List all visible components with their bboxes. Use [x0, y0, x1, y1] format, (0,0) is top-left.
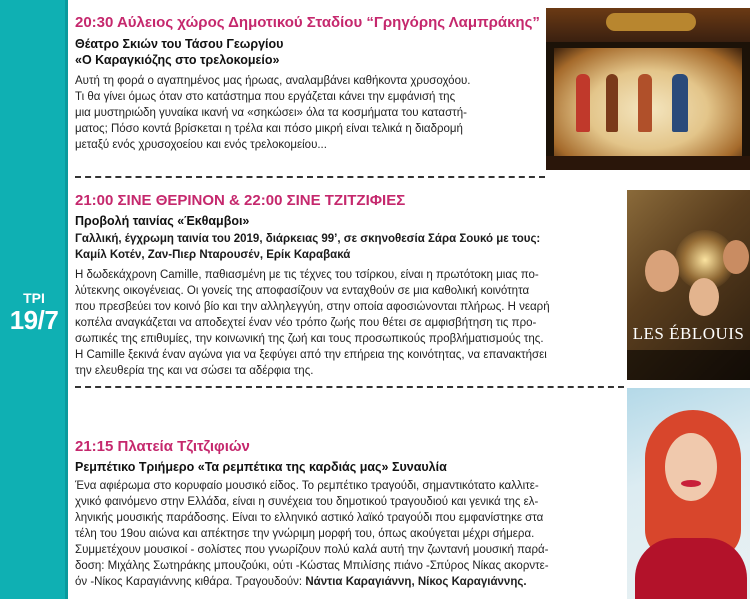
shadow-screen — [554, 48, 742, 160]
event-subtitle: Προβολή ταινίας «Έκθαμβοι» — [75, 214, 250, 228]
text-line: Αυτή τη φορά ο αγαπημένος μας ήρωας, αναλαμβάνει καθήκοντα χρυσοχόου. — [75, 75, 471, 87]
singers-names: Νάντια Καραγιάννη, Νίκος Καραγιάννης. — [305, 576, 527, 588]
event-subtitle: Θέατρο Σκιών του Τάσου Γεωργίου — [75, 37, 284, 51]
event-title: 21:15 Πλατεία Τζιτζιφιών — [75, 438, 250, 455]
text-line: Καμίλ Κοτέν, Ζαν-Πιερ Νταρουσέν, Ερίκ Καραβακά — [75, 249, 351, 261]
date-block — [0, 290, 68, 334]
puppet-figure — [638, 74, 652, 132]
event-rebetiko-concert — [75, 438, 622, 590]
day-date: 19/7 — [9, 305, 59, 335]
date-sidebar — [0, 0, 68, 599]
day-label: ΤΡΙ — [23, 290, 45, 306]
text-line: Γαλλική, έγχρωμη ταινία του 2019, διάρκειας 99’, σε σκηνοθεσία Σάρα Σουκό με τους: — [75, 233, 541, 245]
shadow-theatre-photo — [546, 8, 750, 170]
text-line: Η δωδεκάχρονη Camille, παθιασμένη με τις τέχνες του τσίρκου, είναι η πρωτότοκη μιας πο- — [75, 269, 539, 281]
event-description — [75, 478, 622, 590]
text-line: κοπέλα αναγκάζεται να αποδεχτεί έναν νέο τρόπο ζωής που θέτει σε αμφισβήτηση τις προ- — [75, 317, 537, 329]
text-line — [75, 574, 622, 590]
event-title: 20:30 Αύλειος χώρος Δημοτικού Σταδίου “Γρηγόρης Λαμπράκης” — [75, 14, 540, 31]
section-divider — [75, 176, 545, 178]
poster-credits-band — [627, 350, 750, 380]
text-line: Συμμετέχουν μουσικοί - σολίστες που γνωρίζουν πολύ καλά αυτή την ζωντανή μουσική παρά- — [75, 544, 549, 556]
text-line: την ελευθερία της και να σώσει τα αδέρφια της. — [75, 365, 314, 377]
text-line: σωπικές της επιθυμίες, την κοινωνική της ζωή και τους προσωπικούς προβλήματισμούς της. — [75, 333, 544, 345]
text-line: Ένα αφιέρωμα στο κορυφαίο μουσικό είδος. Το ρεμπέτικο τραγούδι, σημαντικότατο καλλιτε- — [75, 480, 539, 492]
event-description — [75, 267, 622, 379]
event-shadow-theatre — [75, 14, 541, 153]
theatre-sign-logo — [606, 13, 696, 31]
text-line: που πρεσβεύει τον κοινό βίο και την αλληλεγγύη, στην οποία αφοσιώνονται πλήρως. Η νεαρή — [75, 301, 550, 313]
performers-intro: όν -Νίκος Καραγιάννης κιθάρα. Τραγουδούν: — [75, 576, 306, 588]
text-line: Τι θα γίνει όμως όταν στο κατάστημα που εργάζεται κάνει την εμφάνισή της — [75, 91, 456, 103]
text-line: τέλη του 19ου αιώνα και απέκτησε την γνώριμη μορφή του, όπως ακούγεται μέχρι σήμερα. — [75, 528, 535, 540]
singer-dress — [635, 538, 747, 599]
event-description — [75, 73, 541, 153]
poster-title: LES ÉBLOUIS — [632, 324, 745, 343]
text-line: μεταξύ ενός χρυσοχοείου και ενός τρελοκομείου... — [75, 139, 327, 151]
event-subtitle: Ρεμπέτικο Τριήμερο «Τα ρεμπέτικα της καρδιάς μας» Συναυλία — [75, 460, 447, 474]
text-line: ληνικής μουσικής παράδοσης. Είναι το ελληνικό αστικό λαϊκό τραγούδι που εμφανίστηκε στα — [75, 512, 544, 524]
section-divider — [75, 386, 624, 388]
text-line: δοση: Μιχάλης Σωτηράκης μπουζούκι, ούτι -Κώστας Μπιλίσης πιάνο -Σπύρος Νίκας ακορντε- — [75, 560, 549, 572]
event-subtitle: «Ο Καραγκιόζης στο τρελοκομείο» — [75, 53, 280, 67]
film-credits — [75, 231, 622, 263]
singer-lips — [681, 480, 701, 487]
puppet-figure — [606, 74, 618, 132]
event-title: 21:00 ΣΙΝΕ ΘΕΡΙΝΟΝ & 22:00 ΣΙΝΕ ΤΖΙΤΖΙΦΙΕΣ — [75, 192, 406, 209]
actor-face — [689, 278, 719, 316]
text-line: χνικό φαινόμενο στην Ελλάδα, είναι η συνέχεια του δημοτικού τραγουδιού και γενικά της ελ- — [75, 496, 539, 508]
singer-face — [665, 433, 717, 501]
event-film-screening — [75, 192, 622, 379]
text-line: μια μυστηριώδη γυναίκα ικανή να «σηκώσει» όλα τα κοσμήματα του καταστή- — [75, 107, 467, 119]
puppet-figure — [576, 74, 590, 132]
film-poster — [627, 190, 750, 380]
text-line: λύτεκνης οικογένειας. Οι γονείς της αποφασίζουν να ενταχθούν σε μια καθολική κοινότητα — [75, 285, 530, 297]
stage-frame — [546, 156, 750, 170]
singer-photo — [627, 388, 750, 599]
puppet-figure — [672, 74, 688, 132]
actor-face — [723, 240, 749, 274]
actor-face — [645, 250, 679, 292]
text-line: ματος; Πόσο κοντά βρίσκεται η τρέλα και πόσο μικρή είναι τελικά η διαδρομή — [75, 123, 463, 135]
text-line: Η Camille ξεκινά έναν αγώνα για να ξεφύγει από την επήρεια της κοινότητας, να επανακτήσει — [75, 349, 547, 361]
